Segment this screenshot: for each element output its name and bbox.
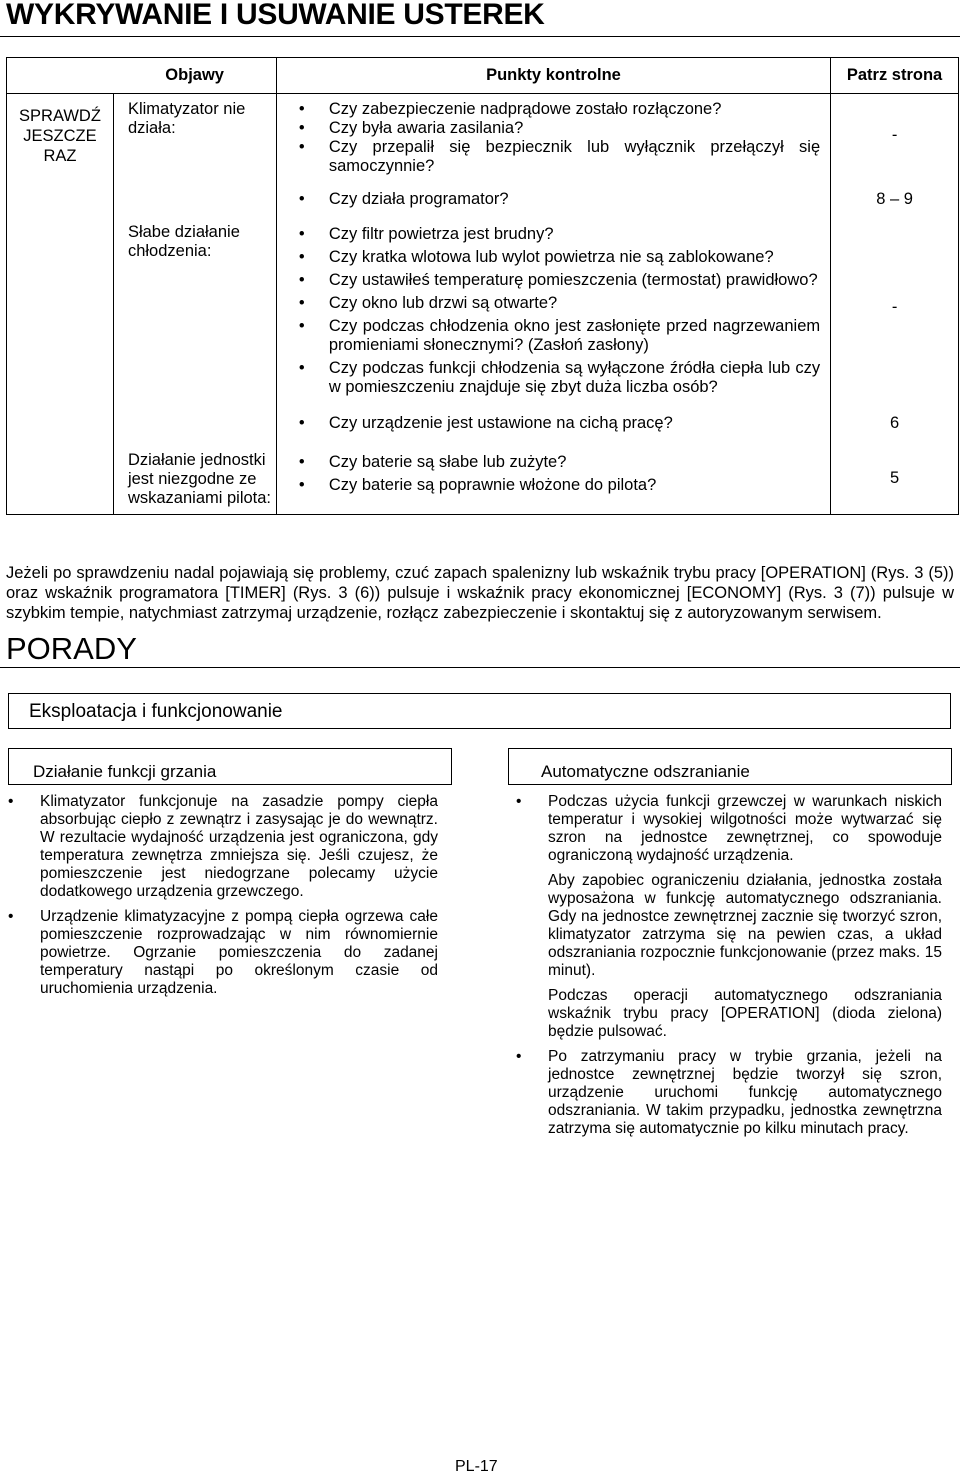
check-item: • Czy działa programator? <box>297 190 820 209</box>
list-item: • Klimatyzator funkcjonuje na zasadzie pompy ciepła absorbując ciepło z zewnątrz i zasysając je do wewnątrz. W rezultacie wydajność urządzenia jest ograniczona, gdy temperatura zewnętrza zmniejsza się. Jeśli czujesz, że pomieszczenie jest niedogrzane polecamy użycie dodatkowego urządzenia grzewczego. <box>8 793 438 901</box>
header-see-page: Patrz strona <box>831 58 959 94</box>
check-item: • Czy przepalił się bezpiecznik lub wyłącznik przełączył się samoczynnie? <box>297 138 820 176</box>
page-ref: - <box>831 94 959 177</box>
check-item: • Czy podczas chłodzenia okno jest zasłonięte przed nagrzewaniem promieniami słonecznymi? (Zasłoń zasłony) <box>297 317 820 355</box>
tips-rule <box>0 667 960 668</box>
paragraph: • Podczas użycia funkcji grzewczej w warunkach niskich temperatur i wysokiej wilgotności może wytwarzać się szron na jednostce zewnętrznej, co spowoduje ograniczoną wydajność urządzenia. <box>548 793 942 864</box>
list-item: • Urządzenie klimatyzacyjne z pompą ciepła ogrzewa całe pomieszczenie rozprowadzając w nim równomiernie powietrze. Ogrzanie pomieszczenia do zadanej temperatury nastąpi po określonym czasie od uruchomienia urządzenia. <box>8 908 438 998</box>
check-item: • Czy ustawiłeś temperaturę pomieszczenia (termostat) prawidłowo? <box>297 271 820 290</box>
subsection-header-heating <box>8 748 452 784</box>
page-number: PL-17 <box>455 1458 498 1475</box>
check-first-label: SPRAWDŹ JESZCZE RAZ <box>7 94 114 515</box>
title-rule <box>0 36 960 37</box>
section-title: Eksploatacja i funkcjonowanie <box>29 701 283 722</box>
check-item: • Czy podczas funkcji chłodzenia są wyłączone źródła ciepła lub czy w pomieszczeniu znajduje się zbyt duża liczba osób? <box>297 359 820 397</box>
subsection-rule <box>8 784 452 785</box>
checks-cell <box>276 217 830 397</box>
check-item: • Czy była awaria zasilania? <box>297 119 820 138</box>
section-rule <box>8 728 951 729</box>
subsection-header-defrost <box>508 748 952 784</box>
table-row <box>7 217 959 397</box>
paragraph: Aby zapobiec ograniczeniu działania, jednostka została wyposażona w funkcję automatycznego odszraniania. Gdy na jednostce zewnętrznej zacznie się tworzyć szron, klimatyzator zatrzyma się na pewien czas, a układ odszraniania rozpocznie funkcjonowanie (przez maks. 15 minut). <box>548 872 942 979</box>
troubleshooting-table <box>6 57 959 515</box>
page-ref: 5 <box>831 443 959 515</box>
table-row <box>7 94 959 177</box>
subsection-rule <box>508 784 952 785</box>
paragraph: Podczas operacji automatycznego odszraniania wskaźnik trybu pracy [OPERATION] (dioda zielona) będzie pulsować. <box>548 987 942 1040</box>
check-item: • Czy baterie są poprawnie włożone do pilota? <box>297 476 820 495</box>
checks-cell <box>276 176 830 217</box>
table-header-row <box>7 58 959 94</box>
check-item: • Czy urządzenie jest ustawione na cichą pracę? <box>297 414 820 433</box>
list-item <box>516 793 942 1041</box>
check-item: • Czy okno lub drzwi są otwarte? <box>297 294 820 313</box>
heating-text-column <box>8 793 438 1005</box>
header-checkpoints: Punkty kontrolne <box>276 58 830 94</box>
checks-cell <box>276 94 830 177</box>
page-ref: 6 <box>831 397 959 443</box>
symptom-cell: Słabe działanie chłodzenia: <box>113 217 276 443</box>
checks-cell <box>276 443 830 515</box>
symptom-cell: Działanie jednostki jest niezgodne ze wskazaniami pilota: <box>113 443 276 515</box>
page-ref: 8 – 9 <box>831 176 959 217</box>
subsection-title-defrost: Automatyczne odszranianie <box>541 762 750 781</box>
check-item: • Czy baterie są słabe lub zużyte? <box>297 453 820 472</box>
page-ref: - <box>831 217 959 397</box>
page-title: WYKRYWANIE I USUWANIE USTEREK <box>6 0 545 31</box>
symptom-cell: Klimatyzator nie działa: <box>113 94 276 218</box>
table-row <box>7 443 959 515</box>
checks-cell <box>276 397 830 443</box>
section-header <box>8 693 951 729</box>
subsection-title-heating: Działanie funkcji grzania <box>33 762 217 781</box>
list-item: • Po zatrzymaniu pracy w trybie grzania, jeżeli na jednostce zewnętrznej będzie tworzył się szron, urządzenie uruchomi funkcję automatycznego odszraniania. W takim przypadku, jednostka zewnętrzna zatrzyma się automatycznie po kilku minutach pracy. <box>516 1048 942 1138</box>
service-notice: Jeżeli po sprawdzeniu nadal pojawiają się problemy, czuć zapach spalenizny lub wskaźnik trybu pracy [OPERATION] (Rys. 3 (5)) oraz wskaźnik programatora [TIMER] (Rys. 3 (6)) pulsuje i wskaźnik pracy ekonomicznej [ECONOMY] (Rys. 3 (7)) pulsuje w szybkim tempie, natychmiast zatrzymaj urządzenie, rozłącz zabezpieczenie i skontaktuj się z autoryzowanym serwisem. <box>6 564 954 622</box>
defrost-text-column <box>516 793 942 1145</box>
check-item: • Czy kratka wlotowa lub wylot powietrza nie są zablokowane? <box>297 248 820 267</box>
check-item: • Czy filtr powietrza jest brudny? <box>297 225 820 244</box>
header-symptoms: Objawy <box>113 58 276 94</box>
tips-title: PORADY <box>6 631 137 666</box>
check-item: • Czy zabezpieczenie nadprądowe zostało rozłączone? <box>297 100 820 119</box>
